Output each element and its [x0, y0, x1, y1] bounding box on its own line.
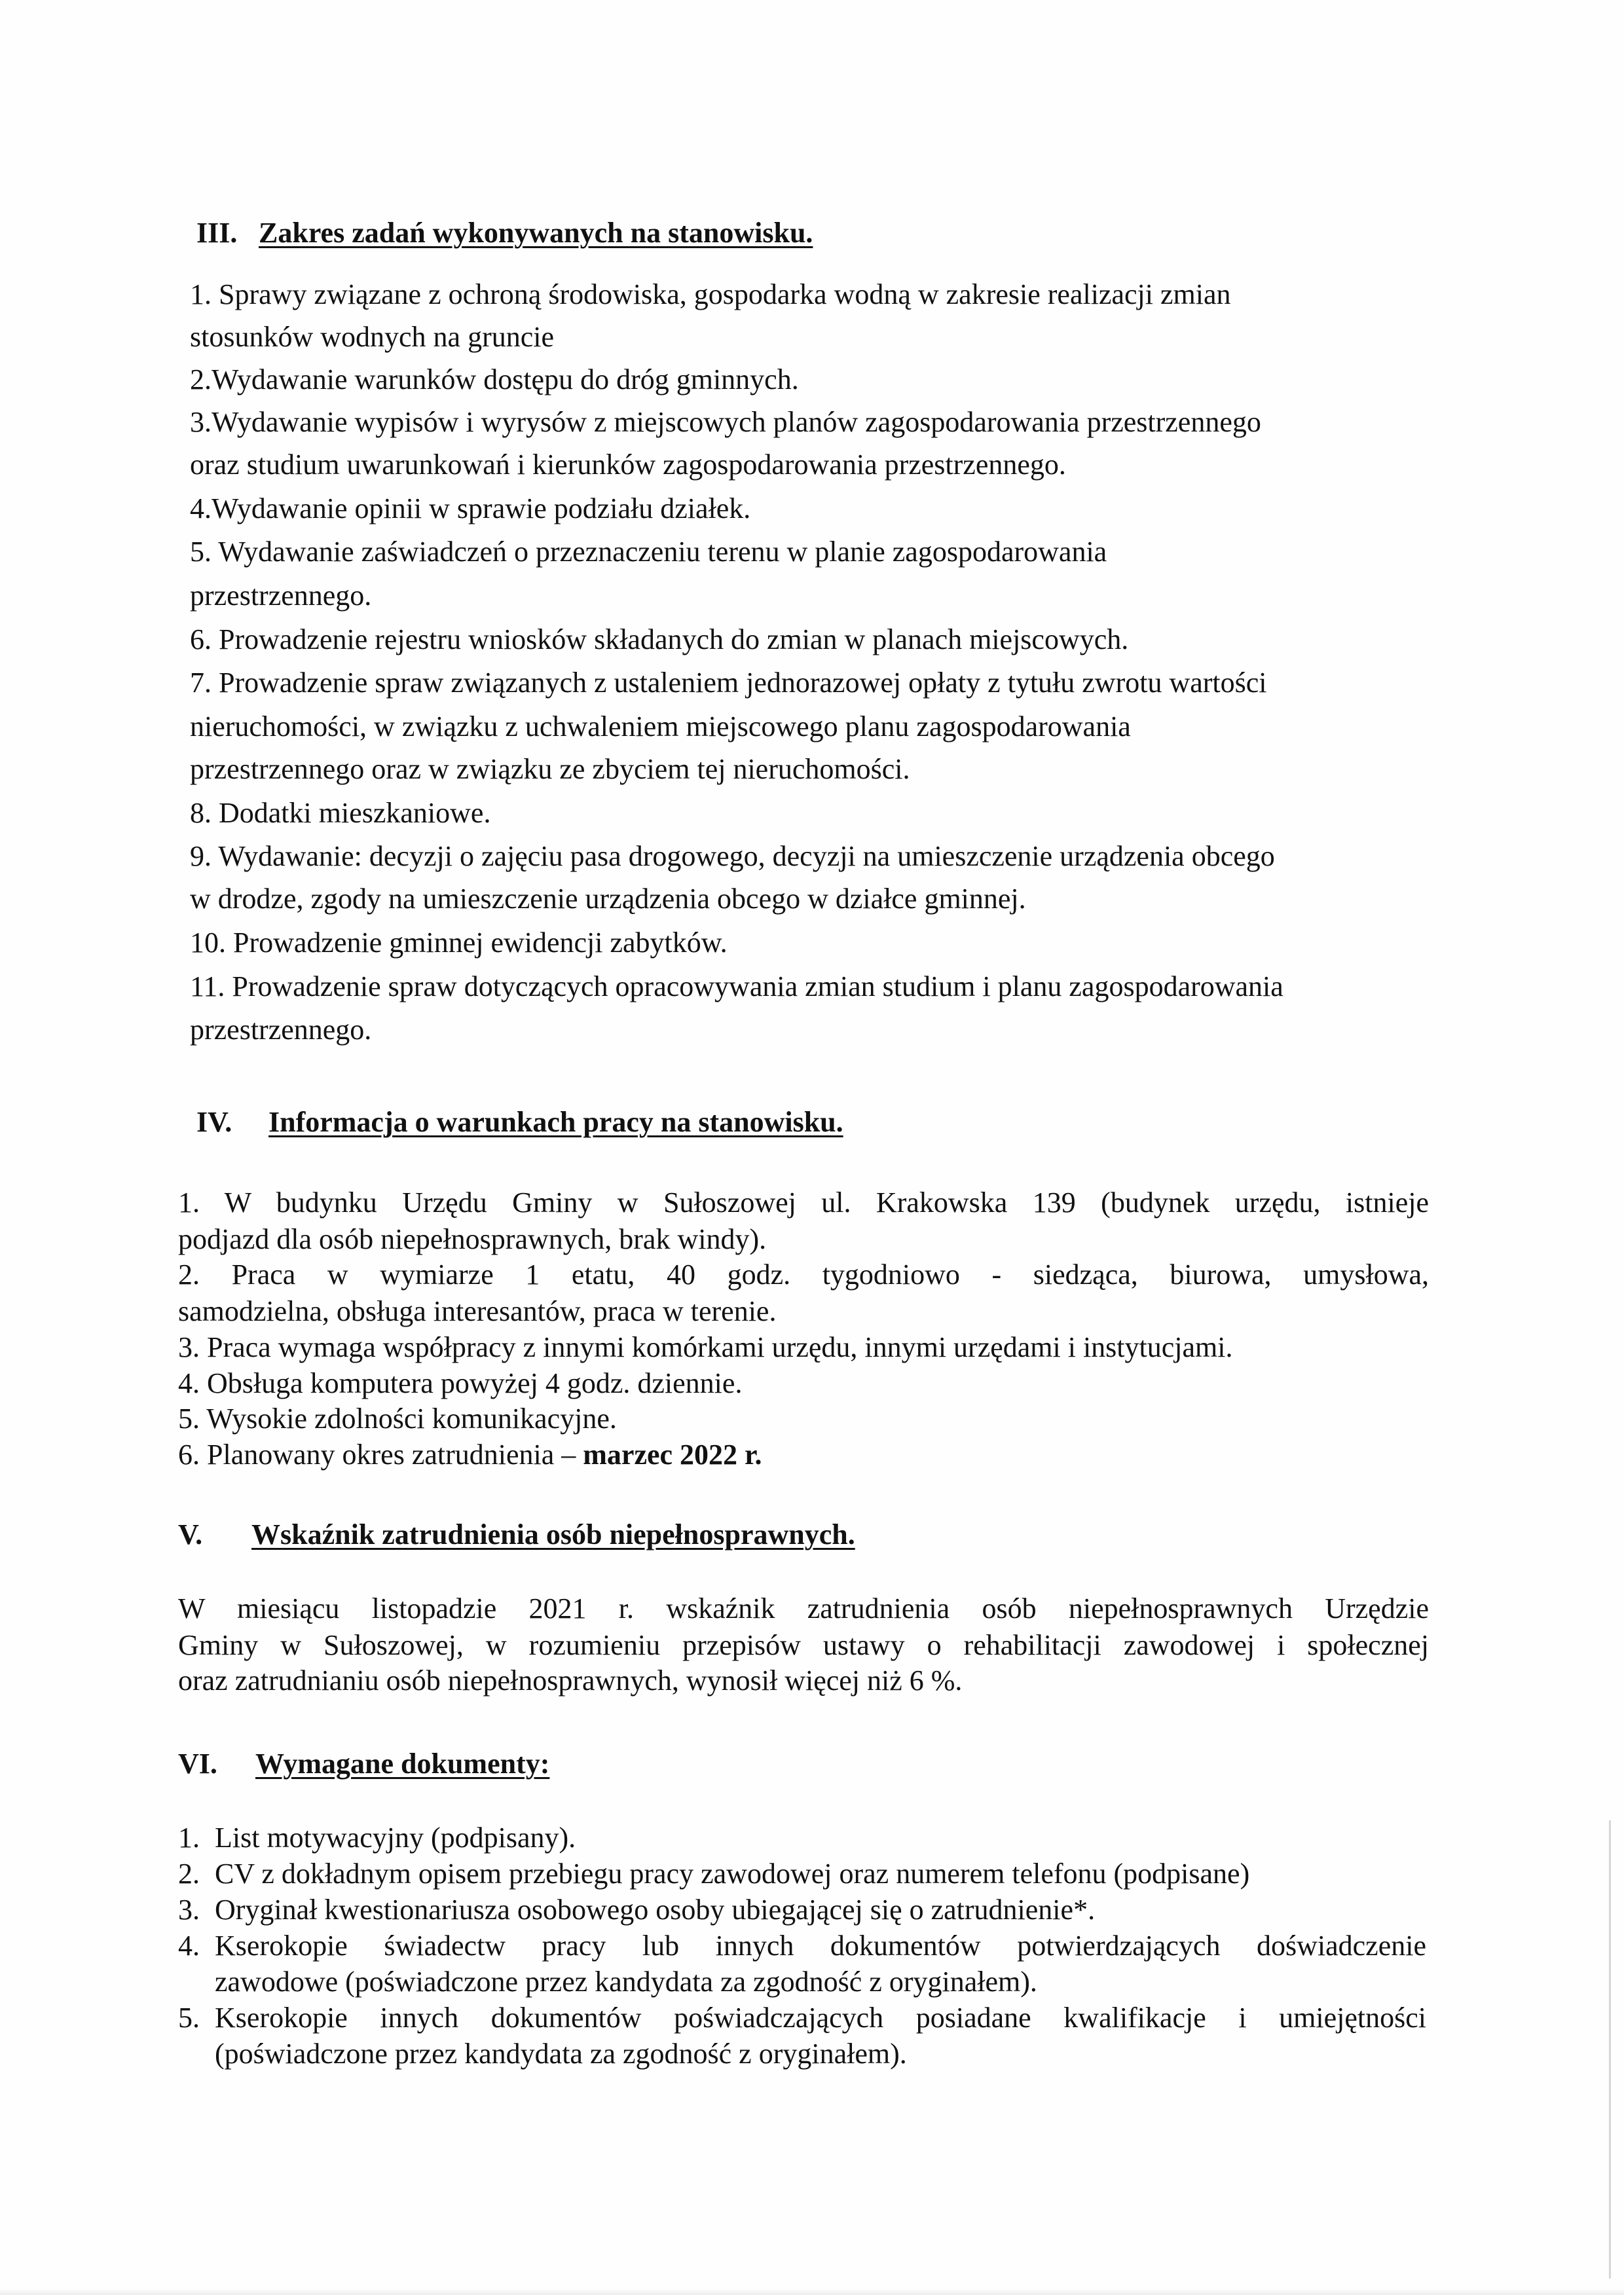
text-line: oraz zatrudnianiu osób niepełnosprawnych, wynosił więcej niż 6 %.: [178, 1664, 963, 1697]
text-line: 4.Wydawanie opinii w sprawie podziału działek.: [190, 492, 751, 524]
text-line: 4. Obsługa komputera powyżej 4 godz. dziennie.: [178, 1367, 743, 1399]
text-line: 1. W budynku Urzędu Gminy w Sułoszowej ul. Krakowska 139 (budynek urzędu, istnieje: [178, 1186, 1429, 1219]
text-line: 9. Wydawanie: decyzji o zajęciu pasa drogowego, decyzji na umieszczenie urządzenia obcego: [190, 840, 1275, 872]
text-line: 10. Prowadzenie gminnej ewidencji zabytków.: [190, 927, 728, 959]
section-number: IV.: [196, 1106, 232, 1138]
text-line: 6. Planowany okres zatrudnienia – marzec 2022 r.: [178, 1439, 762, 1471]
section-heading-vi: [178, 1747, 550, 1781]
text-line: 3. Praca wymaga współpracy z innymi komórkami urzędu, innymi urzędami i instytucjami.: [178, 1331, 1233, 1363]
section-heading-iii: [196, 216, 813, 250]
scan-edge: [1609, 1820, 1611, 2279]
text-line: przestrzennego.: [190, 1014, 372, 1046]
text-line: 6. Prowadzenie rejestru wniosków składanych do zmian w planach miejscowych.: [190, 623, 1129, 655]
text-line: przestrzennego oraz w związku ze zbyciem tej nieruchomości.: [190, 753, 910, 785]
list-item-text: CV z dokładnym opisem przebiegu pracy zawodowej oraz numerem telefonu (podpisane): [215, 1858, 1250, 1890]
text-line: 1. Sprawy związane z ochroną środowiska, gospodarka wodną w zakresie realizacji zmian: [190, 278, 1231, 310]
text-line: 11. Prowadzenie spraw dotyczących opracowywania zmian studium i planu zagospodarowania: [190, 970, 1283, 1002]
text-line: przestrzennego.: [190, 579, 372, 612]
section-heading-v: [178, 1518, 855, 1552]
text-line: stosunków wodnych na gruncie: [190, 321, 555, 353]
list-item-text: Oryginał kwestionariusza osobowego osoby ubiegającej się o zatrudnienie*.: [215, 1894, 1096, 1926]
list-item-text: Kserokopie innych dokumentów poświadczających posiadane kwalifikacje i umiejętności: [215, 2002, 1426, 2034]
text-line: 7. Prowadzenie spraw związanych z ustaleniem jednorazowej opłaty z tytułu zwrotu wartości: [190, 667, 1267, 699]
list-item-text: Kserokopie świadectw pracy lub innych dokumentów potwierdzających doświadczenie: [215, 1930, 1426, 1962]
section-title: Wymagane dokumenty:: [255, 1748, 550, 1780]
text-line: 2. Praca w wymiarze 1 etatu, 40 godz. tygodniowo - siedząca, biurowa, umysłowa,: [178, 1258, 1429, 1291]
section-title: Wskaźnik zatrudnienia osób niepełnosprawnych.: [251, 1518, 855, 1551]
section-heading-iv: [196, 1105, 843, 1139]
employment-date: marzec 2022 r.: [583, 1439, 762, 1471]
text-line: 3.Wydawanie wypisów i wyrysów z miejscowych planów zagospodarowania przestrzennego: [190, 406, 1261, 438]
text-line: oraz studium uwarunkowań i kierunków zagospodarowania przestrzennego.: [190, 449, 1066, 481]
text-line: 2.Wydawanie warunków dostępu do dróg gminnych.: [190, 363, 799, 395]
text-line: W miesiącu listopadzie 2021 r. wskaźnik zatrudnienia osób niepełnosprawnych Urzędzie: [178, 1592, 1429, 1625]
text-line: nieruchomości, w związku z uchwaleniem miejscowego planu zagospodarowania: [190, 710, 1131, 743]
list-item-text: zawodowe (poświadczone przez kandydata za zgodność z oryginałem).: [215, 1966, 1037, 1998]
scan-edge-bottom: [0, 2288, 1624, 2295]
text-line: 5. Wydawanie zaświadczeń o przeznaczeniu terenu w planie zagospodarowania: [190, 536, 1107, 568]
list-item-text: (poświadczone przez kandydata za zgodność z oryginałem).: [215, 2038, 907, 2070]
list-item-number: 5.: [178, 2002, 200, 2034]
list-item-number: 4.: [178, 1930, 200, 1962]
list-item-text: List motywacyjny (podpisany).: [215, 1822, 576, 1854]
section-number: VI.: [178, 1748, 217, 1780]
section-title: Informacja o warunkach pracy na stanowisku.: [268, 1106, 843, 1138]
text-line: Gminy w Sułoszowej, w rozumieniu przepisów ustawy o rehabilitacji zawodowej i społecznej: [178, 1629, 1429, 1661]
section-title: Zakres zadań wykonywanych na stanowisku.: [259, 217, 813, 249]
text-line: 8. Dodatki mieszkaniowe.: [190, 797, 491, 829]
section-number: III.: [196, 217, 238, 249]
text-line: podjazd dla osób niepełnosprawnych, brak windy).: [178, 1223, 767, 1255]
text-line: 5. Wysokie zdolności komunikacyjne.: [178, 1403, 617, 1435]
list-item-number: 2.: [178, 1858, 200, 1890]
section-number: V.: [178, 1518, 203, 1551]
list-item-number: 1.: [178, 1822, 200, 1854]
list-item-number: 3.: [178, 1894, 200, 1926]
text-line: w drodze, zgody na umieszczenie urządzenia obcego w działce gminnej.: [190, 883, 1026, 915]
text-line: samodzielna, obsługa interesantów, praca w terenie.: [178, 1295, 777, 1327]
